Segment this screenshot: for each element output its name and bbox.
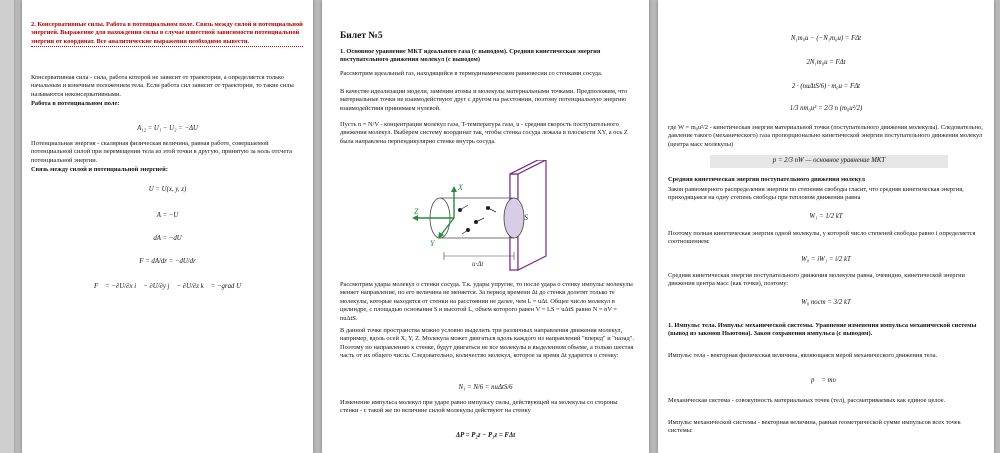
- velocity-arrow: [488, 208, 496, 212]
- gas-cylinder-diagram: [410, 160, 585, 276]
- page1-equation-force: F = dA/dr = −dU/dr: [139, 258, 196, 265]
- page3-paragraph-4: Средняя кинетическая энергия поступательного движения молекулы равна, очевидно, кинетической энергии движения центра масс (как точки), поэтому:: [668, 272, 965, 288]
- main-mkt-equation-box: p = 2/3 nW — основное уравнение МКТ: [710, 155, 948, 168]
- axis-x-label: X: [458, 183, 463, 192]
- page3-equation-w1: W₁ = 1/2 kT: [809, 213, 843, 220]
- page3-heading-impulse: 1. Импульс тела. Импульс механической системы. Уравнение изменения импульса механической системы (вывод из законов Ньютона). Закон сохранения импульса (с выводом).: [668, 322, 977, 338]
- area-s-label: S: [524, 213, 528, 222]
- page2-paragraph-1: Рассмотрим идеальный газ, находящийся в термодинамическом равновесии со стенками сосуда.: [340, 70, 603, 77]
- velocity-arrow: [460, 205, 468, 210]
- axis-z-label: Z: [414, 207, 419, 216]
- page3-equation-momentum: p⃗ = mυ⃗: [811, 377, 841, 384]
- page2-equation-n1: N₁ = N/6 = nuΔtS/6: [458, 384, 513, 391]
- axis-y-label: Y: [430, 239, 435, 248]
- page3-subheading-kinetic-energy: Средняя кинетическая энергия поступательного движения молекул: [668, 176, 865, 183]
- axis-y-line: [440, 218, 454, 236]
- page2-paragraph-4: Рассмотрим удары молекул о стенки сосуда. Т.к. удары упругие, то после удара о стенку импульс молекулы меняет направление, но его величина не меняется. За период времени Δt до стенки долетят только те молекулы, которые находятся от стенки на расстоянии не далее, чем L = uΔt. Общее число молекул в цилиндре, с площадью основания S и высотой L, объем которого равен V = LS = uΔtS равно N = nV = nuΔtS.: [340, 281, 633, 322]
- length-label: u·Δt: [472, 260, 484, 268]
- page3-paragraph-1: где W = m₀u²/2 - кинетическая энергия материальной точки (поступательного движения молекулы). Следовательно, давление такого (механического) газа пропорционально кинетической энергии поступательного движения молекул (центра масс молекулы): [668, 124, 983, 148]
- page3-equation-4: 1/3 nm₀u² = 2/3 n (m₀u²/2): [789, 105, 863, 112]
- page1-paragraph-potential-energy: Потенциальная энергия - скалярная физическая величина, равная работе, совершаемой потенциальной силой при перемещении тела из этой точки в другую, принятую за ноль отсчета потенциальной энергии.: [31, 140, 292, 164]
- axis-x-arrowhead: [451, 186, 457, 192]
- velocity-arrow: [476, 218, 484, 222]
- page1-subheading-work: Работа в потенциальном поле:: [31, 100, 120, 107]
- page2-paragraph-6: Изменение импульса молекул при ударе равно импульсу силы, действующей на молекулы со стороны стенки - с такой же по величине силой молекулы действуют на стенку: [340, 399, 618, 415]
- cylinder-area-s: [504, 198, 524, 238]
- page1-equation-gradient: F⃗ = −∂U/∂x i⃗ − ∂U/∂y j⃗ − ∂U/∂z k⃗ = −grad U: [94, 283, 241, 290]
- page3-paragraph-2: Закон равномерного распределения энергии по степеням свободы гласит, что средняя кинетическая энергия, приходящаяся на одну степень свободы при тепловом движении равна: [668, 186, 964, 202]
- viewer-sidebar-strip: [0, 0, 15, 453]
- document-page-2: [322, 0, 649, 453]
- ticket-title: Билет №5: [340, 31, 383, 41]
- page2-paragraph-2: В качестве идеализации модели, заменим атомы и молекулы материальными точками. Предположим, что материальные точки не взаимодействуют друг с другом на расстоянии, поэтому потенциальную энергию взаимодействия принимаем нулевой.: [340, 88, 628, 112]
- page2-paragraph-5: В данной точке пространства можно условно выделить три различных направления движения молекул, например, вдоль осей X, Y, Z. Молекула может двигаться вдоль каждого из направлений "вперед" и "назад". Поэтому по направлению к стенке, будут двигаться не все молекулы в выделенном объеме, а только шестая часть от их общего числа. Следовательно, количество молекул, которое за время Δt ударится о стенку:: [340, 327, 634, 360]
- page2-heading: 1. Основное уравнение МКТ идеального газа (с выводом). Средняя кинетическая энергия поступательного движения молекул (с выводом): [340, 48, 601, 64]
- page3-equation-w0-post: W₀ пост = 3/2 kT: [801, 299, 851, 306]
- page1-equation-a: A = −U: [156, 212, 179, 219]
- page1-equation-work: A₁₂ = U₁ − U₂ = −ΔU: [137, 125, 198, 132]
- page3-paragraph-7: Импульс механической системы - векторная величина, равная геометрической сумме импульсов всех точек системы:: [668, 419, 961, 435]
- page3-paragraph-3: Поэтому полная кинетическая энергия одной молекулы, у которой число степеней свободы равно i определяется соотношением:: [668, 230, 976, 246]
- page3-equation-3: 2 · (nuΔtS/6) · m₀u = FΔt: [791, 83, 861, 90]
- page3-equation-w0: W₀ = iW₁ = i/2 kT: [801, 256, 851, 263]
- page3-equation-1: N₁m₀u − (−N₁m₀u) = FΔt: [790, 35, 862, 42]
- page3-equation-2: 2N₁m₀u = FΔt: [806, 59, 846, 66]
- page3-paragraph-5: Импульс тела - векторная физическая величина, являющаяся мерой механического движения тела.: [668, 352, 938, 359]
- page2-equation-impulse: ΔP = P₂z − P₁z = FΔt: [455, 432, 516, 439]
- page1-subheading-relation: Связь между силой и потенциальной энергией:: [31, 166, 168, 173]
- page2-paragraph-3: Пусть n = N/V - концентрация молекул газа, T-температура газа, u - средняя скорость поступательного движения молекул. Выберем систему координат так, чтобы стенка сосуда лежала в плоскости XY, а ось Z была направлена перпендикулярно стенке внутрь сосуда.: [340, 121, 628, 145]
- document-page-3: [658, 0, 994, 453]
- page1-heading: 2. Консервативные силы. Работа в потенциальном поле. Связь между силой и потенциальной энергией. Выражение для нахождения силы в случае известной зависимости потенциальной энергии от координат. Все аналитические выражения необходимо вывести.: [31, 21, 303, 47]
- page1-paragraph-conservative-force: Консервативная сила - сила, работа которой не зависит от траектории, а определяется только начальным и конечным положением тела. Если работа сил зависит от траектории, то такие силы называются неконсервативными.: [31, 74, 294, 98]
- document-page-1: [22, 0, 313, 453]
- page3-paragraph-6: Механическая система - совокупность материальных точек (тел), рассматриваемых как единое целое.: [668, 397, 946, 404]
- page1-equation-u-xyz: U = U(x, y, z): [148, 186, 187, 193]
- velocity-arrow: [462, 230, 468, 234]
- page1-equation-da: dA = −dU: [153, 235, 182, 242]
